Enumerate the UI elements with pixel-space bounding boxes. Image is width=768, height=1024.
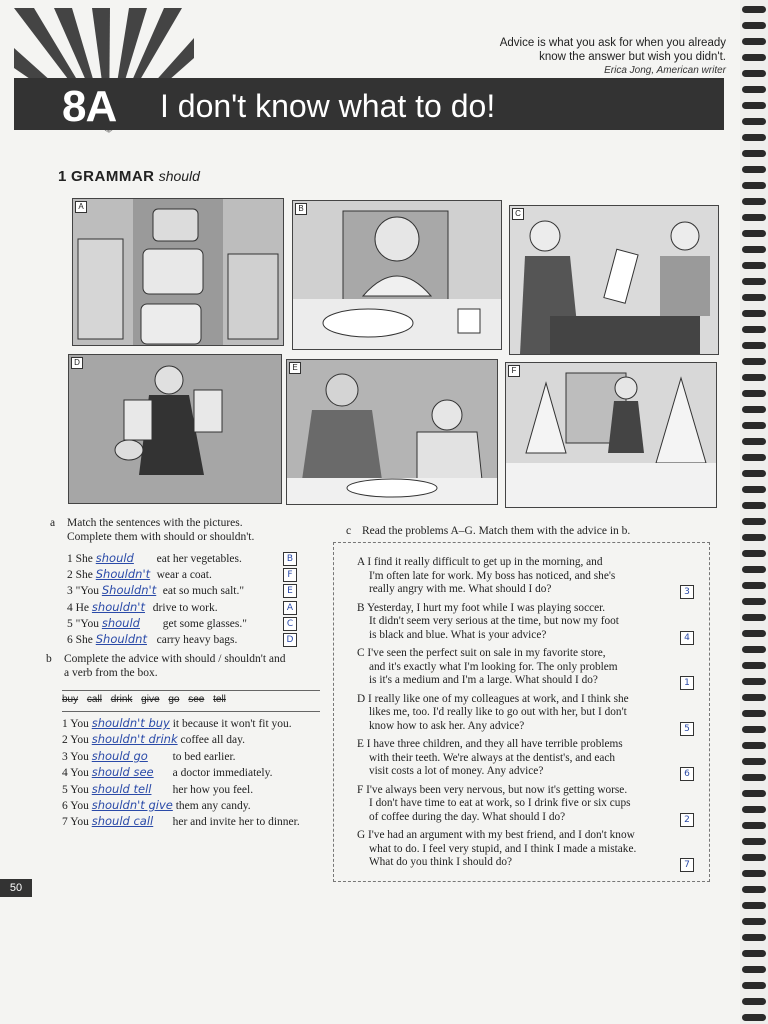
spiral-ring <box>742 294 766 301</box>
item-number: 4 <box>62 767 68 780</box>
handwritten-answer: should tell <box>91 781 152 796</box>
item-text: drive to work. <box>152 601 218 614</box>
spiral-ring <box>742 230 766 237</box>
problem-text: is black and blue. What is your advice? <box>369 628 547 641</box>
handwritten-answer: shouldn't <box>91 599 145 614</box>
spiral-ring <box>742 854 766 861</box>
spiral-ring <box>742 838 766 845</box>
handwritten-answer: Shouldn't <box>101 583 157 598</box>
item-number: 2 <box>67 569 73 582</box>
spiral-ring <box>742 918 766 925</box>
item-text: You <box>70 734 89 747</box>
item-number: 1 <box>67 553 73 565</box>
spiral-ring <box>742 662 766 669</box>
spiral-ring <box>742 134 766 141</box>
picture-e <box>286 359 498 505</box>
item-text: wear a coat. <box>156 569 212 582</box>
spiral-ring <box>742 886 766 893</box>
spiral-ring <box>742 198 766 205</box>
item-number: 5 <box>62 783 68 796</box>
exercise-b-instruction: Complete the advice with should / shouldn't and <box>64 653 286 665</box>
picture-answer-box: E <box>283 584 297 598</box>
problem-letter: F <box>357 783 364 796</box>
item-text: to bed earlier. <box>172 750 236 763</box>
problem-text: I've had an argument with my best friend, and I don't know <box>368 829 635 841</box>
exercise-a-item <box>67 600 218 615</box>
picture-answer-box: C <box>283 617 297 631</box>
problem-line <box>357 661 692 675</box>
spiral-ring <box>742 1014 766 1021</box>
spiral-ring <box>742 790 766 797</box>
item-number: 5 <box>67 617 73 630</box>
item-text: You <box>70 767 89 780</box>
section-number: 1 <box>58 168 67 185</box>
handwritten-answer: should <box>95 551 134 565</box>
spiral-ring <box>742 518 766 525</box>
exercise-c-letter: c <box>346 525 352 537</box>
exercise-b-item <box>62 716 292 731</box>
picture-label: A <box>75 201 87 213</box>
spiral-ring <box>742 694 766 701</box>
problem-line <box>357 811 692 825</box>
section-topic: should <box>158 168 200 184</box>
spiral-ring <box>742 86 766 93</box>
spiral-ring <box>742 102 766 109</box>
problem-text: visit costs a lot of money. Any advice? <box>369 765 544 778</box>
advice-answer-box: 2 <box>680 813 694 827</box>
spiral-ring <box>742 246 766 253</box>
handwritten-answer: should <box>101 615 140 630</box>
problem-line <box>357 752 692 766</box>
restaurant-menu-illustration <box>510 206 718 354</box>
exercise-a-item <box>67 616 247 631</box>
problem-line <box>357 556 692 570</box>
divider <box>62 711 320 712</box>
problem-letter: E <box>357 738 364 750</box>
spiral-ring <box>742 310 766 317</box>
problem-line <box>357 602 692 616</box>
exercise-a-instruction: Match the sentences with the pictures. <box>67 517 243 529</box>
item-number: 7 <box>62 816 68 829</box>
spiral-ring <box>742 38 766 45</box>
problem-paragraph <box>357 693 692 734</box>
spiral-ring <box>742 70 766 77</box>
verb-option: see <box>188 694 205 705</box>
verb-option: drink <box>110 694 133 705</box>
spiral-ring <box>742 710 766 717</box>
picture-answer-box: A <box>283 601 297 615</box>
item-number: 2 <box>62 734 68 747</box>
picture-b <box>292 200 502 350</box>
item-text: a doctor immediately. <box>172 767 273 780</box>
problem-letter: G <box>357 829 366 841</box>
problem-line <box>357 738 692 752</box>
handwritten-answer: should call <box>91 814 154 829</box>
picture-f <box>505 362 717 508</box>
problem-text: What do you think I should do? <box>369 856 513 869</box>
verb-option: give <box>141 694 160 705</box>
problem-text: Yesterday, I hurt my foot while I was playing soccer. <box>366 601 606 614</box>
handwritten-answer: should see <box>91 765 154 780</box>
quote-line: Advice is what you ask for when you already <box>499 37 726 49</box>
spiral-ring <box>742 774 766 781</box>
problem-line <box>357 784 692 798</box>
exercise-b-letter: b <box>46 653 52 665</box>
exercise-b-item <box>62 782 253 797</box>
spiral-ring <box>742 166 766 173</box>
item-text: She <box>75 569 93 582</box>
item-text: You <box>70 718 89 730</box>
problem-line <box>357 856 692 870</box>
spiral-binding <box>740 0 768 1024</box>
item-text: You <box>70 783 89 796</box>
quote-author: Erica Jong, American writer <box>604 65 726 76</box>
spiral-ring <box>742 22 766 29</box>
spiral-ring <box>742 262 766 269</box>
epigraph <box>500 36 726 76</box>
divider <box>62 690 320 691</box>
spiral-ring <box>742 806 766 813</box>
spiral-ring <box>742 422 766 429</box>
item-text: carry heavy bags. <box>156 634 238 646</box>
item-text: them any candy. <box>175 800 251 812</box>
verb-option: tell <box>213 694 226 705</box>
item-text: You <box>70 750 89 763</box>
spiral-ring <box>742 966 766 973</box>
problem-text: I don't have time to eat at work, so I drink five or six cups <box>369 797 631 810</box>
problem-line <box>357 706 692 720</box>
spiral-ring <box>742 454 766 461</box>
problem-text: with their teeth. We're always at the dentist's, and each <box>369 751 616 764</box>
item-number: 6 <box>67 634 73 646</box>
problem-text: I've always been very nervous, but now it's getting worse. <box>366 783 628 796</box>
problem-paragraph <box>357 647 692 688</box>
section-heading <box>58 168 200 185</box>
picture-d <box>68 354 282 504</box>
picture-label: C <box>512 208 524 220</box>
spiral-ring <box>742 6 766 13</box>
spiral-ring <box>742 550 766 557</box>
item-text: He <box>75 601 90 614</box>
problem-line <box>357 765 692 779</box>
problem-line <box>357 797 692 811</box>
item-number: 3 <box>62 750 68 763</box>
page-number: 50 <box>0 879 32 897</box>
spiral-ring <box>742 326 766 333</box>
problem-text: I have three children, and they all have terrible problems <box>366 738 623 750</box>
exercise-b-item <box>62 732 245 747</box>
exercise-a-item <box>67 583 244 598</box>
handwritten-answer: Shouldnt <box>95 632 147 646</box>
item-text: her how you feel. <box>172 783 254 796</box>
item-text: eat so much salt." <box>162 585 245 598</box>
spiral-ring <box>742 438 766 445</box>
item-text: You <box>70 816 89 829</box>
item-text: You <box>70 800 89 812</box>
spiral-ring <box>742 534 766 541</box>
spiral-ring <box>742 614 766 621</box>
advice-answer-box: 4 <box>680 631 694 645</box>
spiral-ring <box>742 278 766 285</box>
spiral-ring <box>742 630 766 637</box>
exercise-a-instruction: Complete them with should or shouldn't. <box>67 531 255 543</box>
problem-letter: A <box>357 556 365 568</box>
problem-text: It didn't seem very serious at the time, but now my foot <box>369 615 619 628</box>
item-number: 1 <box>62 718 68 730</box>
advice-answer-box: 1 <box>680 676 694 690</box>
item-number: 4 <box>67 601 73 614</box>
spiral-ring <box>742 54 766 61</box>
advice-answer-box: 6 <box>680 767 694 781</box>
problem-text: what to do. I feel very stupid, and I think I made a mistake. <box>369 842 637 855</box>
picture-label: B <box>295 203 307 215</box>
problem-letter: B <box>357 601 365 614</box>
picture-a <box>72 198 284 346</box>
exercise-a-item <box>67 632 237 647</box>
problem-text: and it's exactly what I'm looking for. The only problem <box>369 660 618 673</box>
problem-line <box>357 615 692 629</box>
problem-line <box>357 829 692 843</box>
picture-answer-box: D <box>283 633 297 647</box>
picture-label: F <box>508 365 520 377</box>
section-name: GRAMMAR <box>71 168 155 185</box>
exercise-a-item <box>67 567 212 582</box>
problem-line <box>357 674 692 688</box>
problem-text: likes me, too. I'd really like to go out with her, but I don't <box>369 706 627 719</box>
spiral-ring <box>742 470 766 477</box>
problem-text: really angry with me. What should I do? <box>369 583 552 596</box>
advice-answer-box: 5 <box>680 722 694 736</box>
problem-text: I'm often late for work. My boss has noticed, and she's <box>369 569 616 582</box>
problem-paragraph <box>357 829 692 870</box>
exercise-a-item <box>67 551 242 566</box>
verb-option: buy <box>62 694 79 705</box>
spiral-ring <box>742 502 766 509</box>
traffic-jam-illustration <box>73 199 283 345</box>
spiral-ring <box>742 934 766 941</box>
verb-option: call <box>86 694 102 705</box>
item-text: She <box>75 553 93 565</box>
problem-paragraph <box>357 784 692 825</box>
spiral-ring <box>742 374 766 381</box>
problem-paragraph <box>357 556 692 597</box>
item-text: "You <box>75 585 99 598</box>
problem-text: is it's a medium and I'm a large. What should I do? <box>369 674 598 687</box>
spiral-ring <box>742 742 766 749</box>
lesson-title: I don't know what to do! <box>160 88 496 124</box>
spiral-ring <box>742 214 766 221</box>
item-number: 6 <box>62 800 68 812</box>
problem-letter: C <box>357 647 365 659</box>
picture-answer-box: F <box>283 568 297 582</box>
exercise-b-instruction: a verb from the box. <box>64 667 158 679</box>
snowy-street-illustration <box>506 363 716 507</box>
spiral-ring <box>742 182 766 189</box>
exercise-b-item <box>62 798 251 813</box>
problem-line <box>357 647 692 661</box>
problem-letter: D <box>357 692 366 705</box>
handwritten-answer: shouldn't buy <box>91 716 170 730</box>
handwritten-answer: Shouldn't <box>95 567 151 582</box>
picture-answer-box: B <box>283 552 297 566</box>
problem-line <box>357 720 692 734</box>
dinner-salt-illustration <box>287 360 497 504</box>
spiral-ring <box>742 950 766 957</box>
item-text: get some glasses." <box>162 617 247 630</box>
problem-line <box>357 843 692 857</box>
item-text: coffee all day. <box>180 734 245 747</box>
spiral-ring <box>742 486 766 493</box>
handwritten-answer: shouldn't give <box>91 798 173 812</box>
item-text: it because it won't fit you. <box>172 718 292 730</box>
picture-label: E <box>289 362 301 374</box>
item-text: She <box>75 634 93 646</box>
spiral-ring <box>742 406 766 413</box>
verb-option: go <box>168 694 180 705</box>
spiral-ring <box>742 646 766 653</box>
exercise-a-letter: a <box>50 517 56 529</box>
item-text: "You <box>75 617 99 630</box>
item-text: eat her vegetables. <box>156 553 242 565</box>
exercise-b-item <box>62 749 236 764</box>
spiral-ring <box>742 998 766 1005</box>
girl-at-table-illustration <box>293 201 501 349</box>
spiral-ring <box>742 982 766 989</box>
problem-text: I've seen the perfect suit on sale in my favorite store, <box>367 647 606 659</box>
spiral-ring <box>742 870 766 877</box>
picture-label: D <box>71 357 83 369</box>
spiral-ring <box>742 678 766 685</box>
advice-answer-box: 7 <box>680 858 694 872</box>
problem-text: I really like one of my colleagues at work, and I think she <box>368 692 629 705</box>
item-number: 3 <box>67 585 73 598</box>
spiral-ring <box>742 342 766 349</box>
woman-with-bags-illustration <box>69 355 281 503</box>
problem-paragraph <box>357 738 692 779</box>
item-text: her and invite her to dinner. <box>172 816 300 829</box>
spiral-ring <box>742 566 766 573</box>
verb-box <box>62 694 226 705</box>
problem-text: of coffee during the day. What should I do? <box>369 810 566 823</box>
problem-line <box>357 693 692 707</box>
spiral-ring <box>742 598 766 605</box>
spiral-ring <box>742 822 766 829</box>
spiral-ring <box>742 582 766 589</box>
problem-line <box>357 583 692 597</box>
spiral-ring <box>742 758 766 765</box>
handwritten-answer: should go <box>91 748 148 763</box>
problem-line <box>357 629 692 643</box>
problem-paragraph <box>357 602 692 643</box>
problem-text: I find it really difficult to get up in the morning, and <box>367 556 603 568</box>
exercise-c-instruction: Read the problems A–G. Match them with the advice in b. <box>362 525 631 537</box>
spiral-ring <box>742 726 766 733</box>
picture-c <box>509 205 719 355</box>
spiral-ring <box>742 902 766 909</box>
quote-line: know the answer but wish you didn't. <box>539 51 726 63</box>
spiral-ring <box>742 358 766 365</box>
exercise-b-item <box>62 814 300 829</box>
unit-number: 8A <box>62 82 117 131</box>
spiral-ring <box>742 118 766 125</box>
exercise-b-item <box>62 765 272 780</box>
spiral-ring <box>742 150 766 157</box>
problem-text: know how to ask her. Any advice? <box>369 719 525 732</box>
advice-answer-box: 3 <box>680 585 694 599</box>
spiral-ring <box>742 390 766 397</box>
problem-line <box>357 570 692 584</box>
handwritten-answer: shouldn't drink <box>91 732 178 747</box>
